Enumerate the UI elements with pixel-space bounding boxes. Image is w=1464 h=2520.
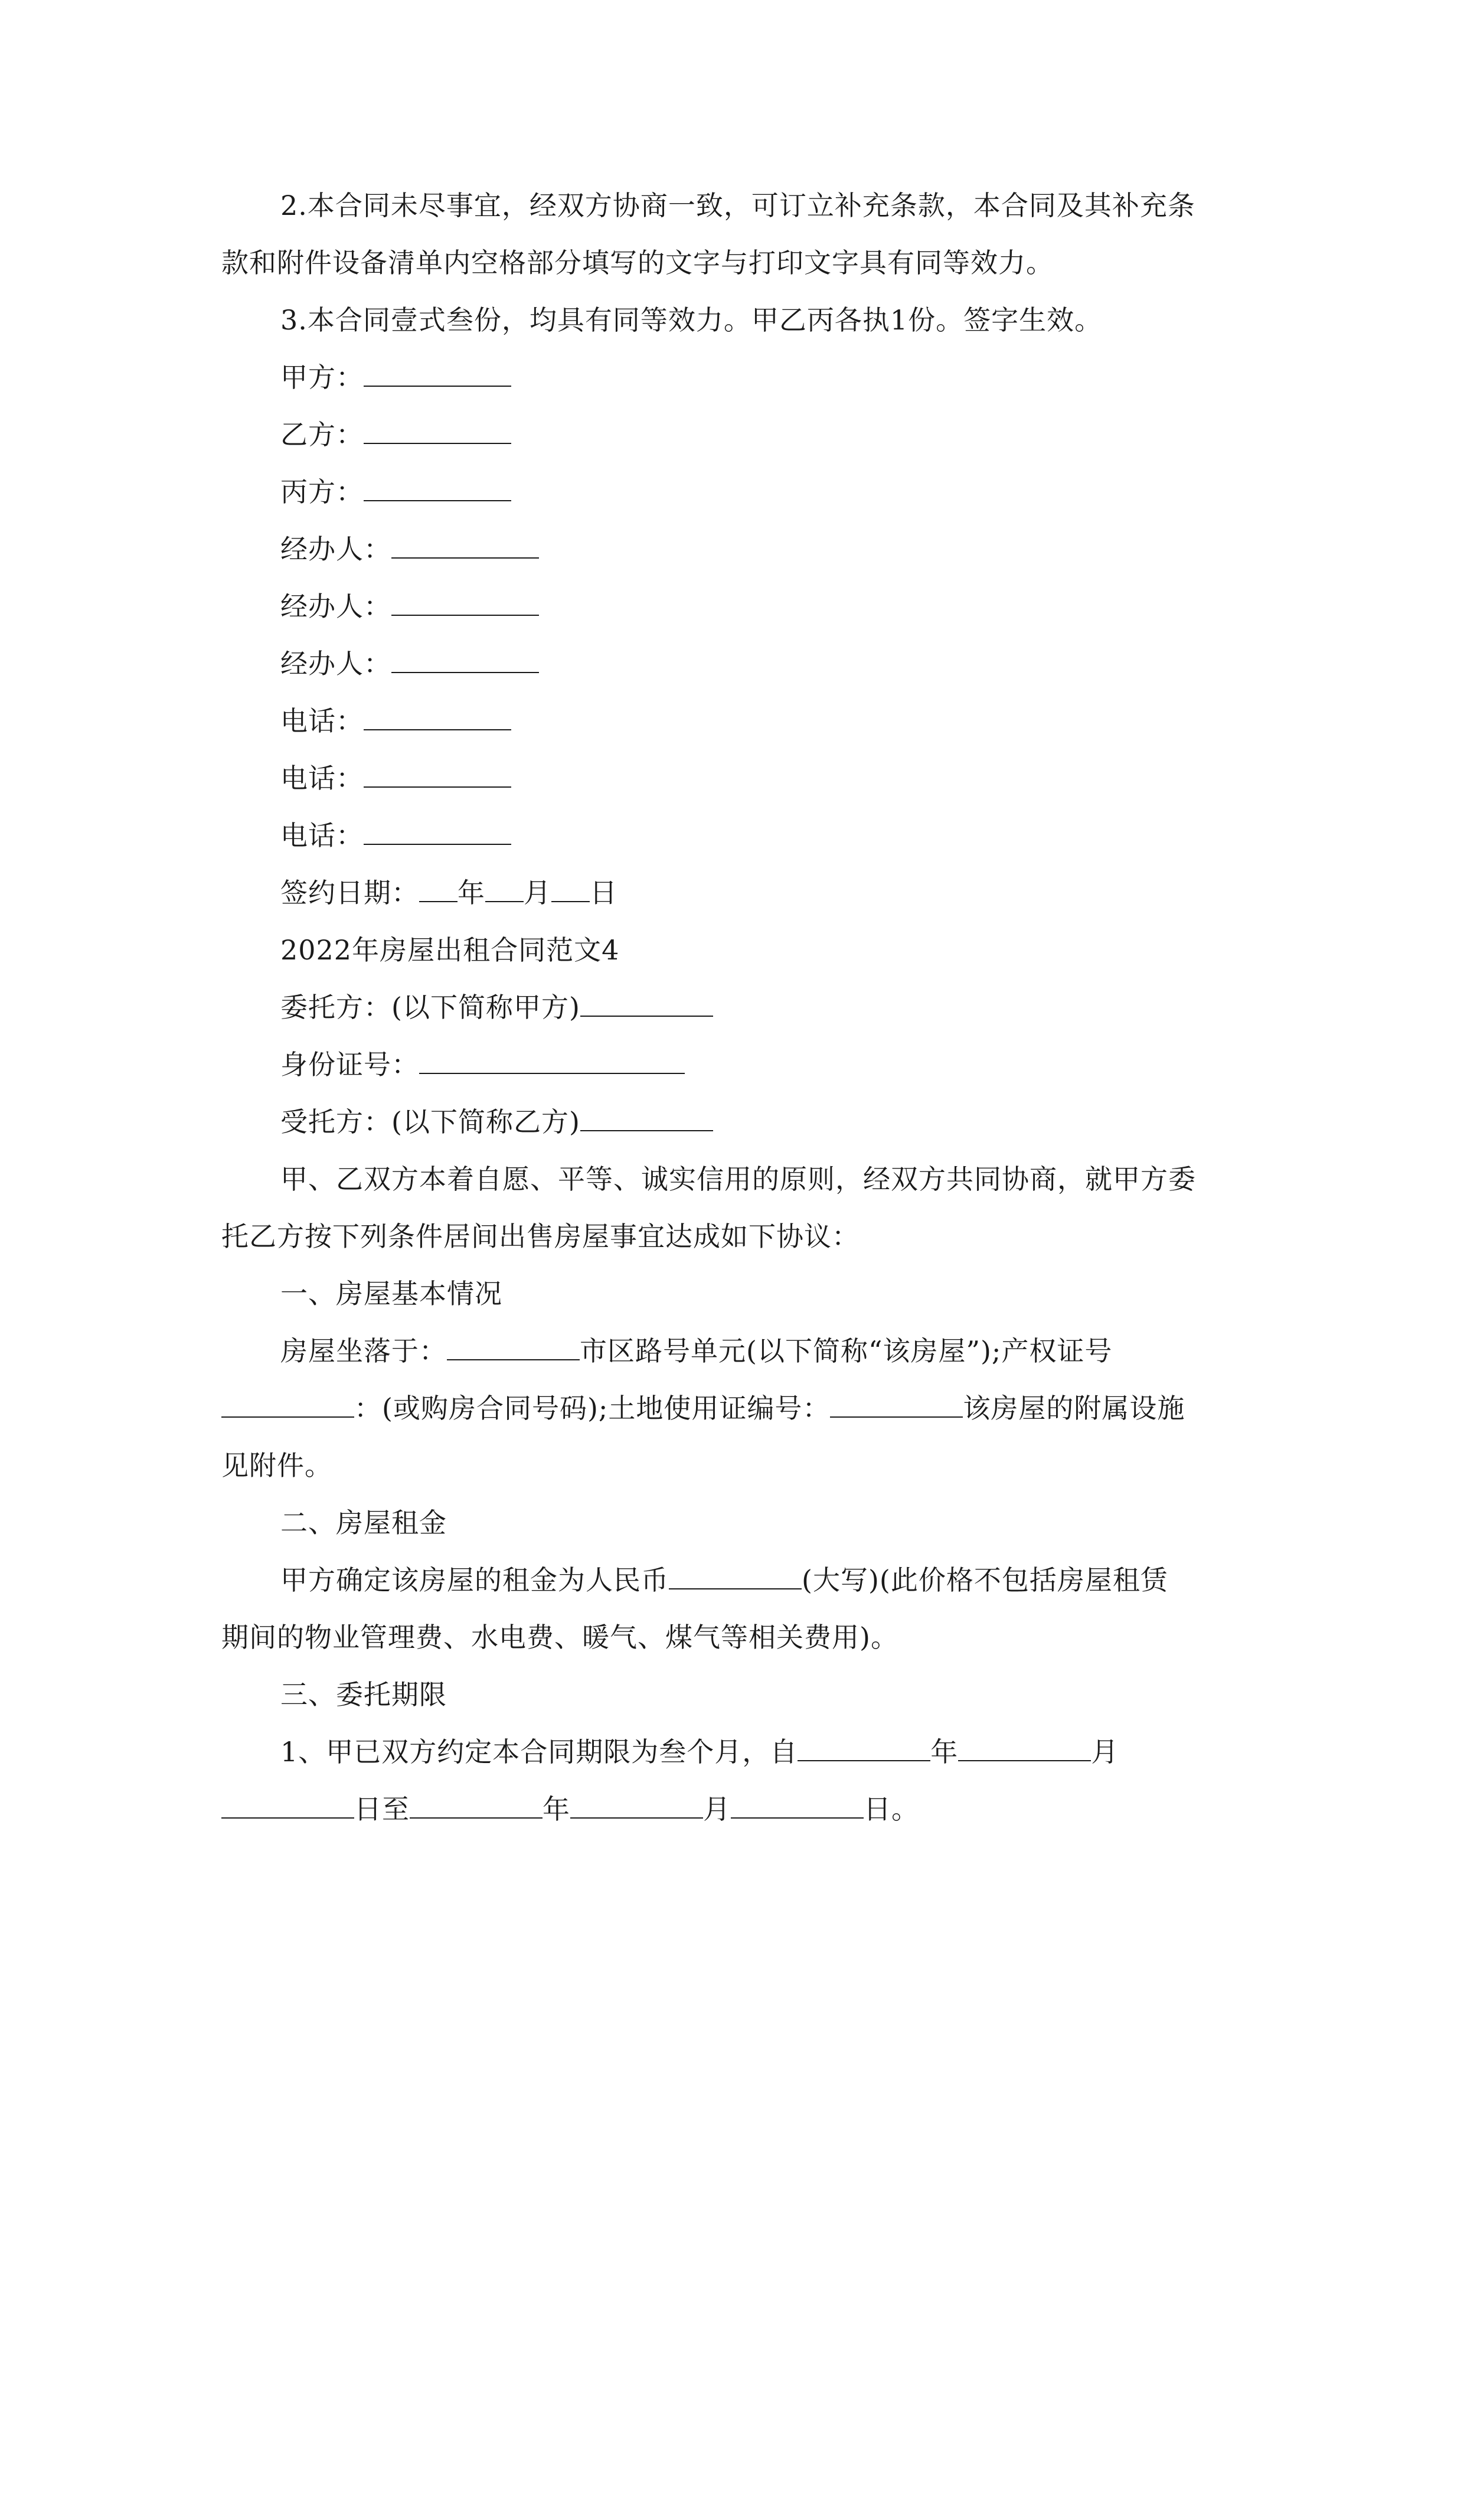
blank-date-month[interactable] [485, 877, 524, 902]
signature-party-b: 乙方： [280, 406, 511, 463]
signature-phone-3: 电话： [280, 807, 511, 864]
clause-3: 3.本合同壹式叁份，均具有同等效力。甲乙丙各执1份。签字生效。 [280, 304, 1103, 336]
section-3-line-2: 日至 年 月 日。 [221, 1781, 919, 1838]
blank-agent-2[interactable] [391, 591, 539, 616]
section-1-line-2: ：(或购房合同号码);土地使用证编号： 该房屋的附属设施 [221, 1380, 1185, 1437]
blank-start-day[interactable] [221, 1794, 354, 1819]
intro-line-2: 托乙方按下列条件居间出售房屋事宜达成如下协议： [221, 1220, 860, 1252]
section-1-line-3: 见附件。 [221, 1450, 332, 1481]
section-3-line-1: 1、甲已双方约定本合同期限为叁个月，自 年 月 [280, 1736, 1119, 1768]
section-2-heading: 二、房屋租金 [280, 1507, 447, 1539]
blank-agent-3[interactable] [391, 648, 539, 673]
blank-date-day[interactable] [551, 877, 590, 902]
signature-party-a: 甲方： [280, 349, 511, 406]
blank-house-location[interactable] [447, 1336, 580, 1360]
section-2-line-1: 甲方确定该房屋的租金为人民币 (大写)(此价格不包括房屋租赁 [280, 1564, 1168, 1596]
blank-id-number[interactable] [419, 1049, 685, 1074]
blank-start-year[interactable] [798, 1736, 930, 1761]
signature-agent-3: 经办人： [280, 635, 539, 693]
clause-2-line-2: 款和附件设备清单内空格部分填写的文字与打印文字具有同等效力。 [221, 247, 1054, 279]
document-body [221, 0, 1243, 2520]
blank-date-year[interactable] [419, 877, 458, 902]
id-number-line: 身份证号： [280, 1036, 685, 1093]
section-1-heading: 一、房屋基本情况 [280, 1278, 502, 1310]
blank-start-month[interactable] [958, 1736, 1091, 1761]
blank-property-cert[interactable] [221, 1393, 354, 1418]
blank-end-year[interactable] [410, 1794, 543, 1819]
clause-2-line-1: 2.本合同未尽事宜，经双方协商一致，可订立补充条款，本合同及其补充条 [280, 190, 1195, 221]
blank-agent-1[interactable] [391, 534, 539, 559]
signature-party-c: 丙方： [280, 463, 511, 521]
blank-party-b[interactable] [364, 419, 511, 444]
blank-end-day[interactable] [731, 1794, 864, 1819]
blank-party-a[interactable] [364, 362, 511, 387]
blank-phone-2[interactable] [364, 763, 511, 788]
signature-phone-1: 电话： [280, 693, 511, 750]
section-1-line-1: 房屋坐落于： 市区路号单元(以下简称“该房屋”);产权证号 [280, 1335, 1113, 1367]
blank-delegatee[interactable] [580, 1106, 713, 1131]
signature-agent-1: 经办人： [280, 521, 539, 578]
intro-line-1: 甲、乙双方本着自愿、平等、诚实信用的原则，经双方共同协商，就甲方委 [280, 1163, 1196, 1195]
blank-rent-amount[interactable] [669, 1565, 802, 1589]
blank-end-month[interactable] [570, 1794, 703, 1819]
blank-phone-3[interactable] [364, 820, 511, 845]
signing-date: 签约日期： 年 月 日 [280, 877, 617, 909]
contract-title-4: 2022年房屋出租合同范文4 [280, 934, 620, 966]
blank-land-cert[interactable] [830, 1393, 963, 1418]
section-2-line-2: 期间的物业管理费、水电费、暖气、煤气等相关费用)。 [221, 1621, 898, 1653]
blank-delegator[interactable] [580, 992, 713, 1017]
blank-phone-1[interactable] [364, 706, 511, 730]
blank-party-c[interactable] [364, 476, 511, 501]
section-3-heading: 三、委托期限 [280, 1679, 447, 1711]
signature-agent-2: 经办人： [280, 578, 539, 635]
delegator-line: 委托方：(以下简称甲方) [280, 979, 713, 1036]
delegatee-line: 受托方：(以下简称乙方) [280, 1093, 713, 1151]
signature-phone-2: 电话： [280, 750, 511, 807]
